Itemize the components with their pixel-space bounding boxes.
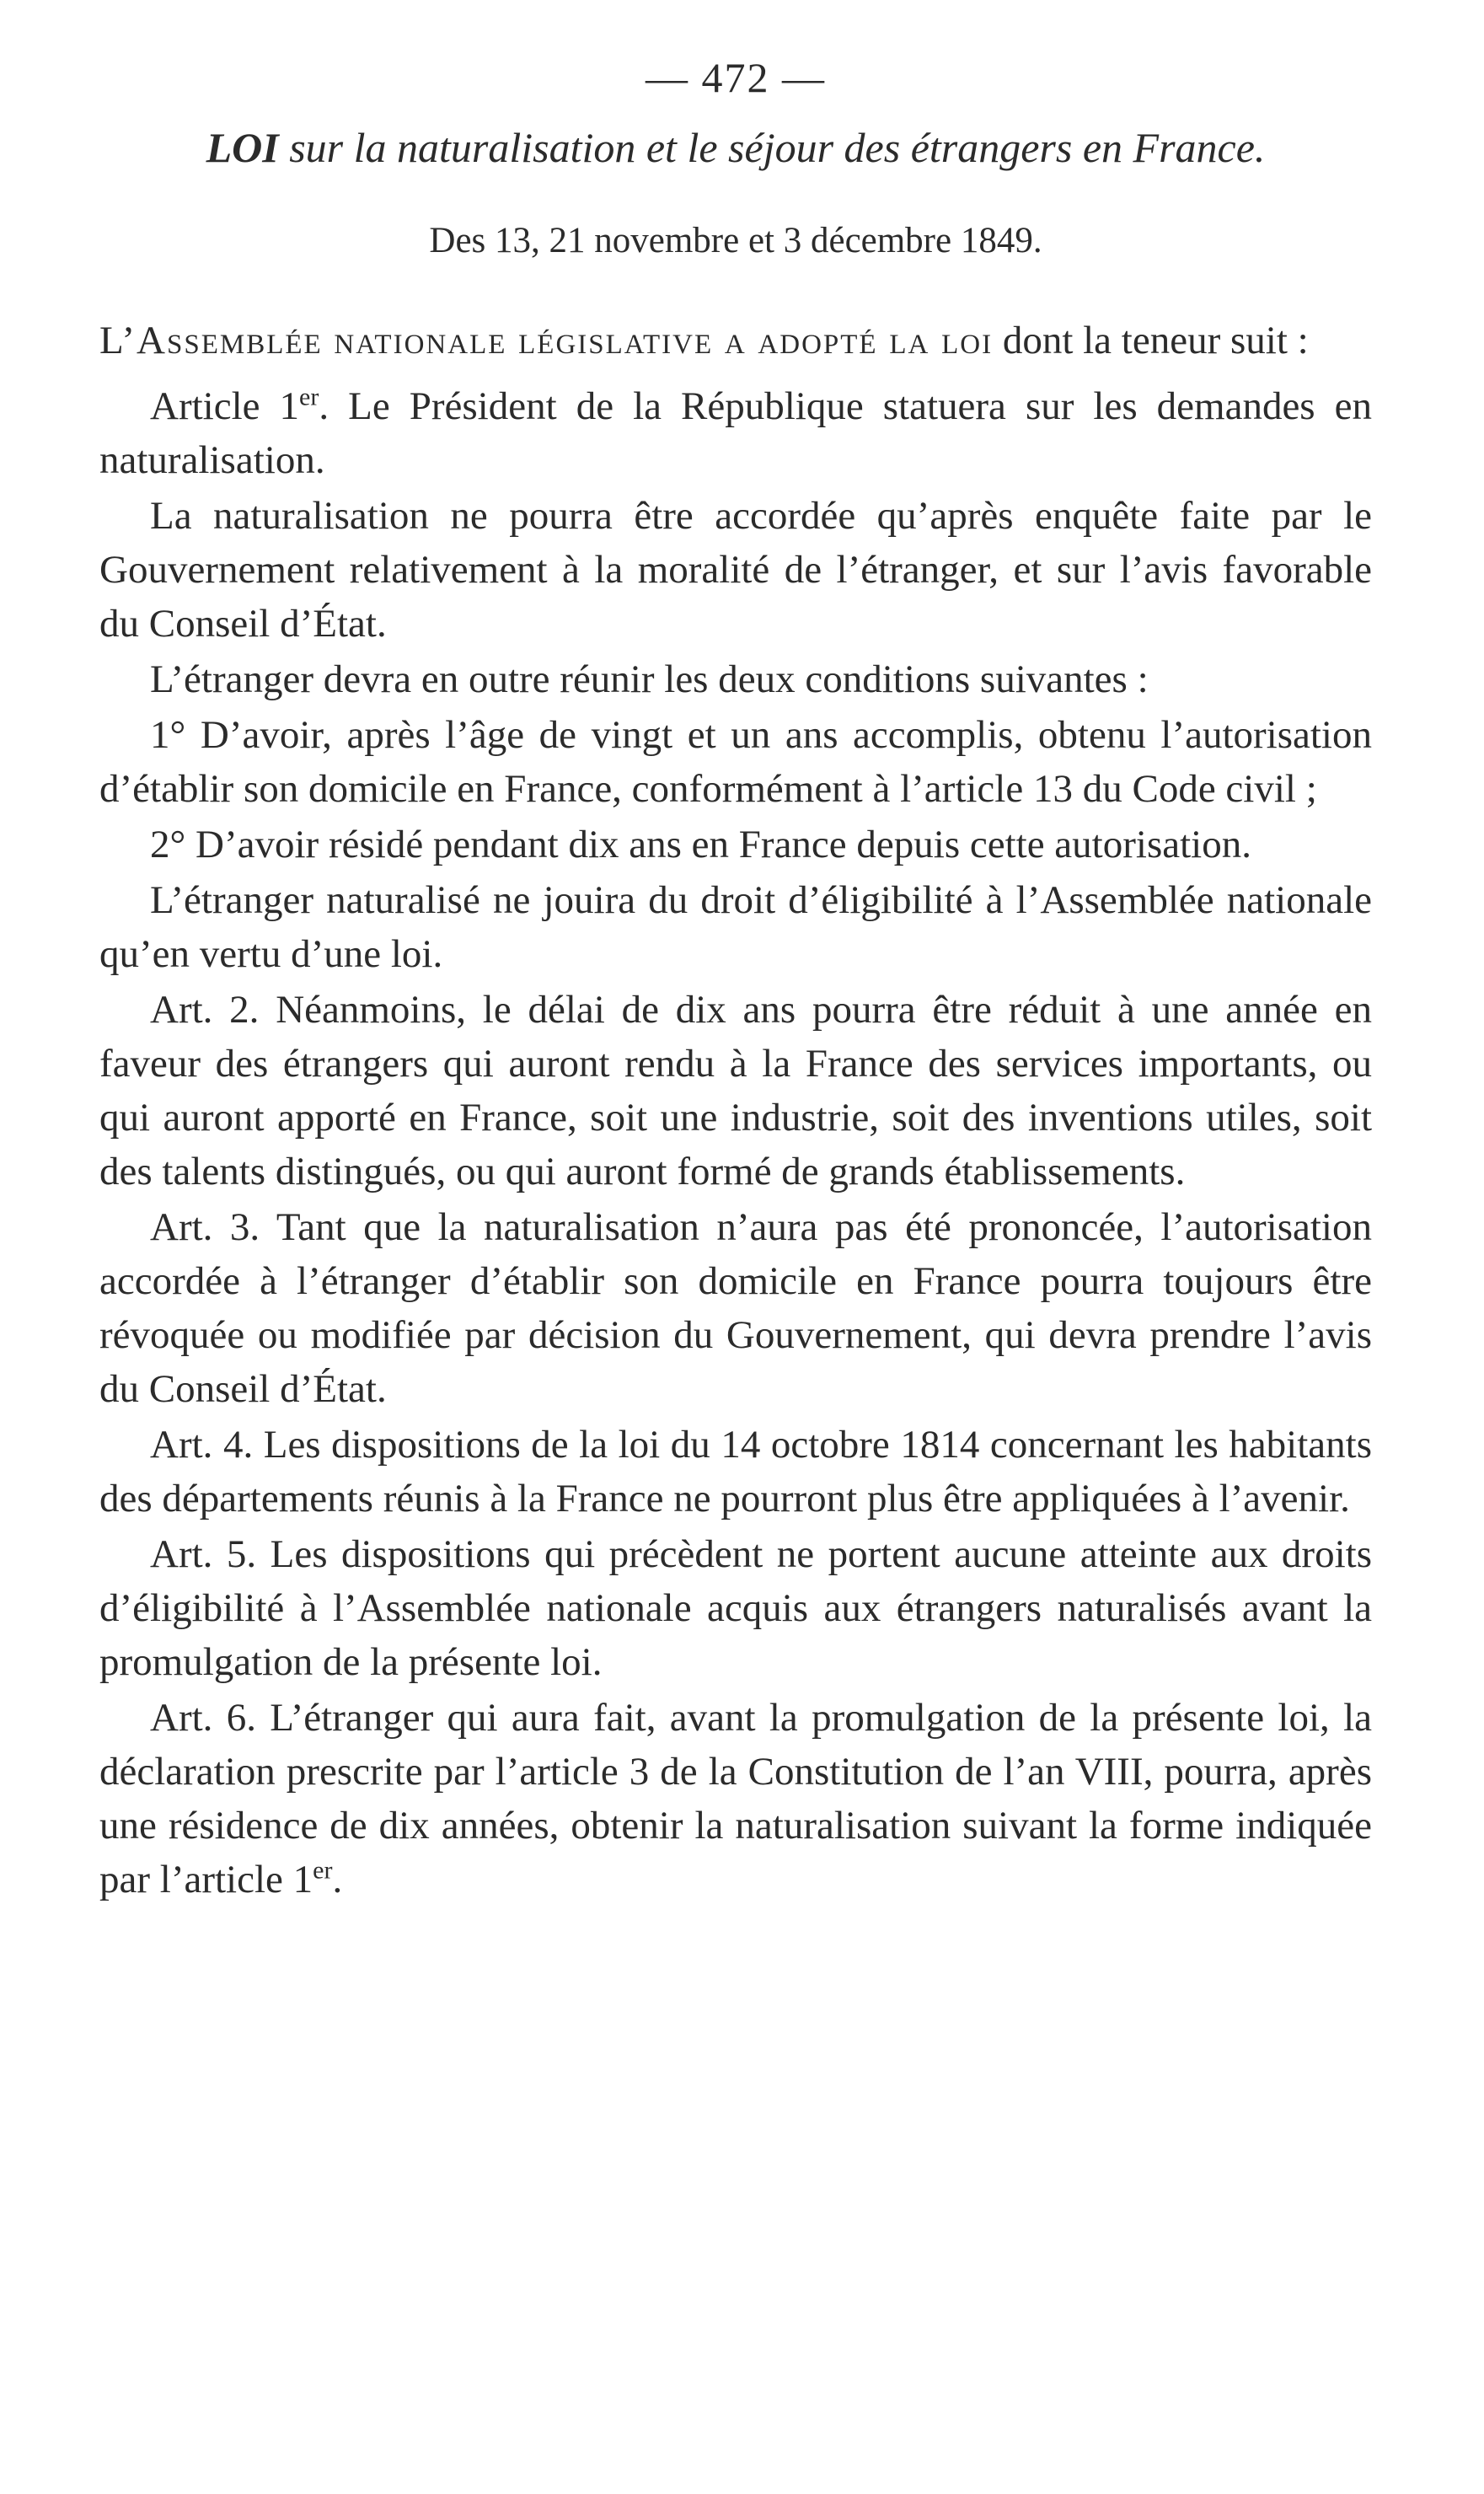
paragraph-text: Art. 6. L’étranger qui aura fait, avant la promulgation de la présente loi, la déclaration prescrite par l’article 3 de la Constitution de l’an VIII, pourra, après une résidence de dix années, obtenir la naturalisation suivant la forme indiquée par l’article 1 bbox=[99, 1696, 1372, 1901]
law-title bbox=[99, 120, 1372, 175]
condition-2 bbox=[99, 818, 1372, 872]
paragraph-text: Art. 5. Les dispositions qui précèdent ne portent aucune atteinte aux droits d’éligibilité à l’Assemblée nationale acquis aux étrangers naturalisés avant la promulgation de la présente loi. bbox=[99, 1532, 1372, 1684]
paragraph-text: 2° D’avoir résidé pendant dix ans en France depuis cette autorisation. bbox=[150, 823, 1251, 866]
article-1-paragraph bbox=[99, 379, 1372, 487]
paragraph-text: Article 1 bbox=[150, 384, 300, 428]
superscript: er bbox=[299, 383, 319, 411]
document-page bbox=[99, 51, 1372, 1908]
law-title-rest: sur la naturalisation et le séjour des étrangers en France. bbox=[278, 124, 1266, 171]
law-title-lead: LOI bbox=[206, 124, 279, 171]
preamble-smallcaps: L’Assemblée nationale législative a adopté la loi bbox=[99, 319, 994, 362]
law-dates: Des 13, 21 novembre et 3 décembre 1849. bbox=[429, 221, 1042, 260]
article-6 bbox=[99, 1691, 1372, 1907]
page-number: — 472 — bbox=[646, 54, 826, 101]
paragraph-text: 1° D’avoir, après l’âge de vingt et un ans accomplis, obtenu l’autorisation d’établir son domicile en France, conformément à l’article 13 du Code civil ; bbox=[99, 713, 1372, 811]
paragraph-text: La naturalisation ne pourra être accordée qu’après enquête faite par le Gouvernement relativement à la moralité de l’étranger, et sur l’avis favorable du Conseil d’État. bbox=[99, 494, 1372, 646]
superscript: er bbox=[313, 1856, 333, 1885]
article-1-conditions-intro bbox=[99, 652, 1372, 706]
paragraph-text: Art. 3. Tant que la naturalisation n’aura pas été prononcée, l’autorisation accordée à l’étranger d’établir son domicile en France pourra toujours être révoquée ou modifiée par décision du Gouvernement, qui devra prendre l’avis du Conseil d’État. bbox=[99, 1205, 1372, 1411]
article-5 bbox=[99, 1527, 1372, 1689]
eligibility-paragraph bbox=[99, 873, 1372, 981]
article-1-naturalisation-condition bbox=[99, 489, 1372, 651]
paragraph-text: . bbox=[332, 1858, 343, 1901]
article-4 bbox=[99, 1418, 1372, 1526]
paragraph-text: L’étranger naturalisé ne jouira du droit d’éligibilité à l’Assemblée nationale qu’en vertu d’une loi. bbox=[99, 878, 1372, 976]
preamble-rest: dont la teneur suit : bbox=[993, 319, 1309, 362]
article-2 bbox=[99, 983, 1372, 1199]
paragraph-text: . Le Président de la République statuera sur les demandes en naturalisation. bbox=[99, 384, 1372, 482]
paragraph-text: Art. 2. Néanmoins, le délai de dix ans pourra être réduit à une année en faveur des étrangers qui auront rendu à la France des services importants, ou qui auront apporté en France, soit une industrie, soit des inventions utiles, soit des talents distingués, ou qui auront formé de grands établissements. bbox=[99, 988, 1372, 1193]
preamble bbox=[99, 314, 1372, 367]
paragraph-text: L’étranger devra en outre réunir les deux conditions suivantes : bbox=[150, 657, 1149, 701]
condition-1 bbox=[99, 708, 1372, 816]
article-3 bbox=[99, 1200, 1372, 1416]
paragraph-text: Art. 4. Les dispositions de la loi du 14 octobre 1814 concernant les habitants des départements réunis à la France ne pourront plus être appliquées à l’avenir. bbox=[99, 1423, 1372, 1521]
